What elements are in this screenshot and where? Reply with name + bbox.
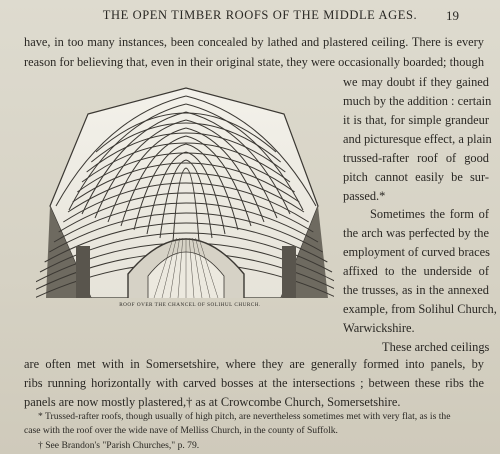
body-line: have, in too many instances, been concealed by lathed and plastered ceiling. There is every (24, 35, 484, 49)
body-line: pitch cannot easily be sur- (343, 170, 489, 184)
page-number: 19 (446, 8, 459, 23)
roof-engraving (36, 86, 334, 298)
body-line: ribs running horizontally with carved bosses at the intersections ; between these ribs the (24, 376, 484, 390)
footnote-line: case with the roof over the wide nave of Melliss Church, in the county of Suffolk. (24, 425, 338, 436)
body-line: the trusses, as in the annexed (343, 283, 489, 297)
figure-caption: ROOF OVER THE CHANCEL OF SOLIHUL CHURCH. (119, 302, 261, 308)
body-line: trussed-rafter roof of good (343, 151, 489, 165)
body-line: panels are now mostly plastered,† as at Crowcombe Church, Somersetshire. (24, 395, 401, 409)
body-line: much by the addition : certain (343, 94, 492, 108)
running-title: THE OPEN TIMBER ROOFS OF THE MIDDLE AGES. (102, 8, 418, 22)
body-line: and picturesque effect, a plain (343, 132, 492, 146)
body-line: are often met with in Somersetshire, where they are generally formed into panels, by (24, 357, 484, 371)
footnote-line: * Trussed-rafter roofs, though usually of high pitch, are nevertheless sometimes met with very flat, as is the (38, 411, 451, 422)
body-line: reason for believing that, even in their original state, they were occasionally boarded; though (24, 55, 485, 69)
body-line: example, from Solihul Church, (343, 302, 497, 316)
body-line: the arch was perfected by the (343, 226, 489, 240)
body-line: Warwickshire. (343, 321, 415, 335)
body-line: affixed to the underside of (343, 264, 489, 278)
body-line: Sometimes the form of (370, 207, 489, 221)
body-line: passed.* (343, 189, 386, 203)
body-line: These arched ceilings (382, 340, 490, 354)
footnote-line: † See Brandon's "Parish Churches," p. 79. (38, 440, 200, 451)
body-line: we may doubt if they gained (343, 75, 489, 89)
body-line: it is that, for simple grandeur (343, 113, 489, 127)
body-line: employment of curved braces (343, 245, 490, 259)
